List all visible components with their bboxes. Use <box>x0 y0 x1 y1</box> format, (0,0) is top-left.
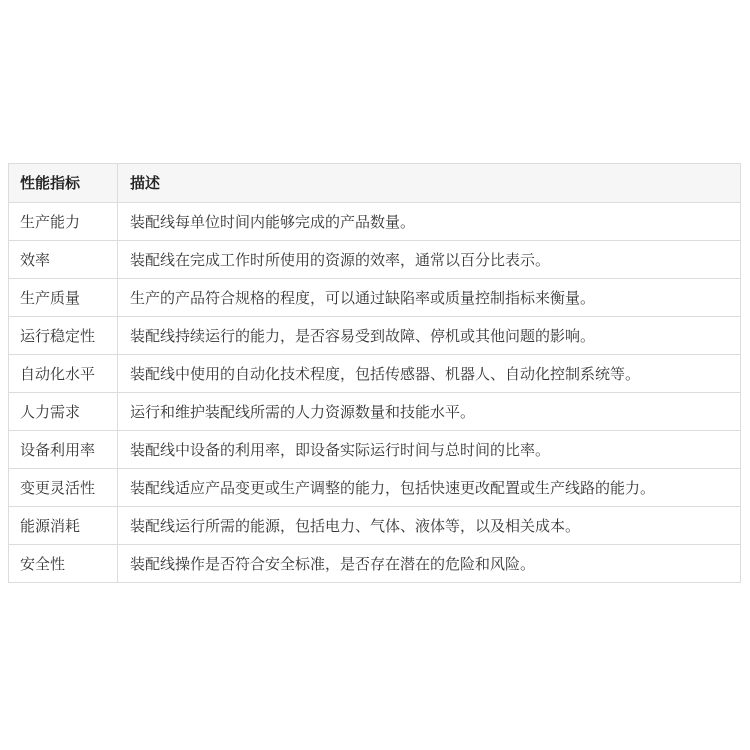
description-cell: 装配线操作是否符合安全标准，是否存在潜在的危险和风险。 <box>118 545 741 583</box>
table-row <box>9 393 741 431</box>
table-row <box>9 507 741 545</box>
description-cell: 装配线中使用的自动化技术程度，包括传感器、机器人、自动化控制系统等。 <box>118 355 741 393</box>
table-row <box>9 469 741 507</box>
table-header-row <box>9 164 741 203</box>
metric-cell: 生产能力 <box>9 203 118 241</box>
metric-cell: 自动化水平 <box>9 355 118 393</box>
metric-cell: 安全性 <box>9 545 118 583</box>
table-row <box>9 317 741 355</box>
metric-cell: 运行稳定性 <box>9 317 118 355</box>
table-row <box>9 241 741 279</box>
metric-cell: 人力需求 <box>9 393 118 431</box>
table-row <box>9 355 741 393</box>
metric-cell: 能源消耗 <box>9 507 118 545</box>
description-cell: 装配线中设备的利用率，即设备实际运行时间与总时间的比率。 <box>118 431 741 469</box>
description-cell: 运行和维护装配线所需的人力资源数量和技能水平。 <box>118 393 741 431</box>
table-row <box>9 431 741 469</box>
description-cell: 装配线在完成工作时所使用的资源的效率，通常以百分比表示。 <box>118 241 741 279</box>
metric-cell: 效率 <box>9 241 118 279</box>
performance-table-container <box>8 163 740 583</box>
table-row <box>9 279 741 317</box>
table-row <box>9 545 741 583</box>
description-cell: 装配线持续运行的能力，是否容易受到故障、停机或其他问题的影响。 <box>118 317 741 355</box>
metric-cell: 设备利用率 <box>9 431 118 469</box>
table-row <box>9 203 741 241</box>
header-description: 描述 <box>118 164 741 203</box>
header-metric: 性能指标 <box>9 164 118 203</box>
metric-cell: 生产质量 <box>9 279 118 317</box>
description-cell: 装配线运行所需的能源，包括电力、气体、液体等，以及相关成本。 <box>118 507 741 545</box>
description-cell: 生产的产品符合规格的程度，可以通过缺陷率或质量控制指标来衡量。 <box>118 279 741 317</box>
description-cell: 装配线适应产品变更或生产调整的能力，包括快速更改配置或生产线路的能力。 <box>118 469 741 507</box>
metric-cell: 变更灵活性 <box>9 469 118 507</box>
description-cell: 装配线每单位时间内能够完成的产品数量。 <box>118 203 741 241</box>
performance-table <box>8 163 741 583</box>
